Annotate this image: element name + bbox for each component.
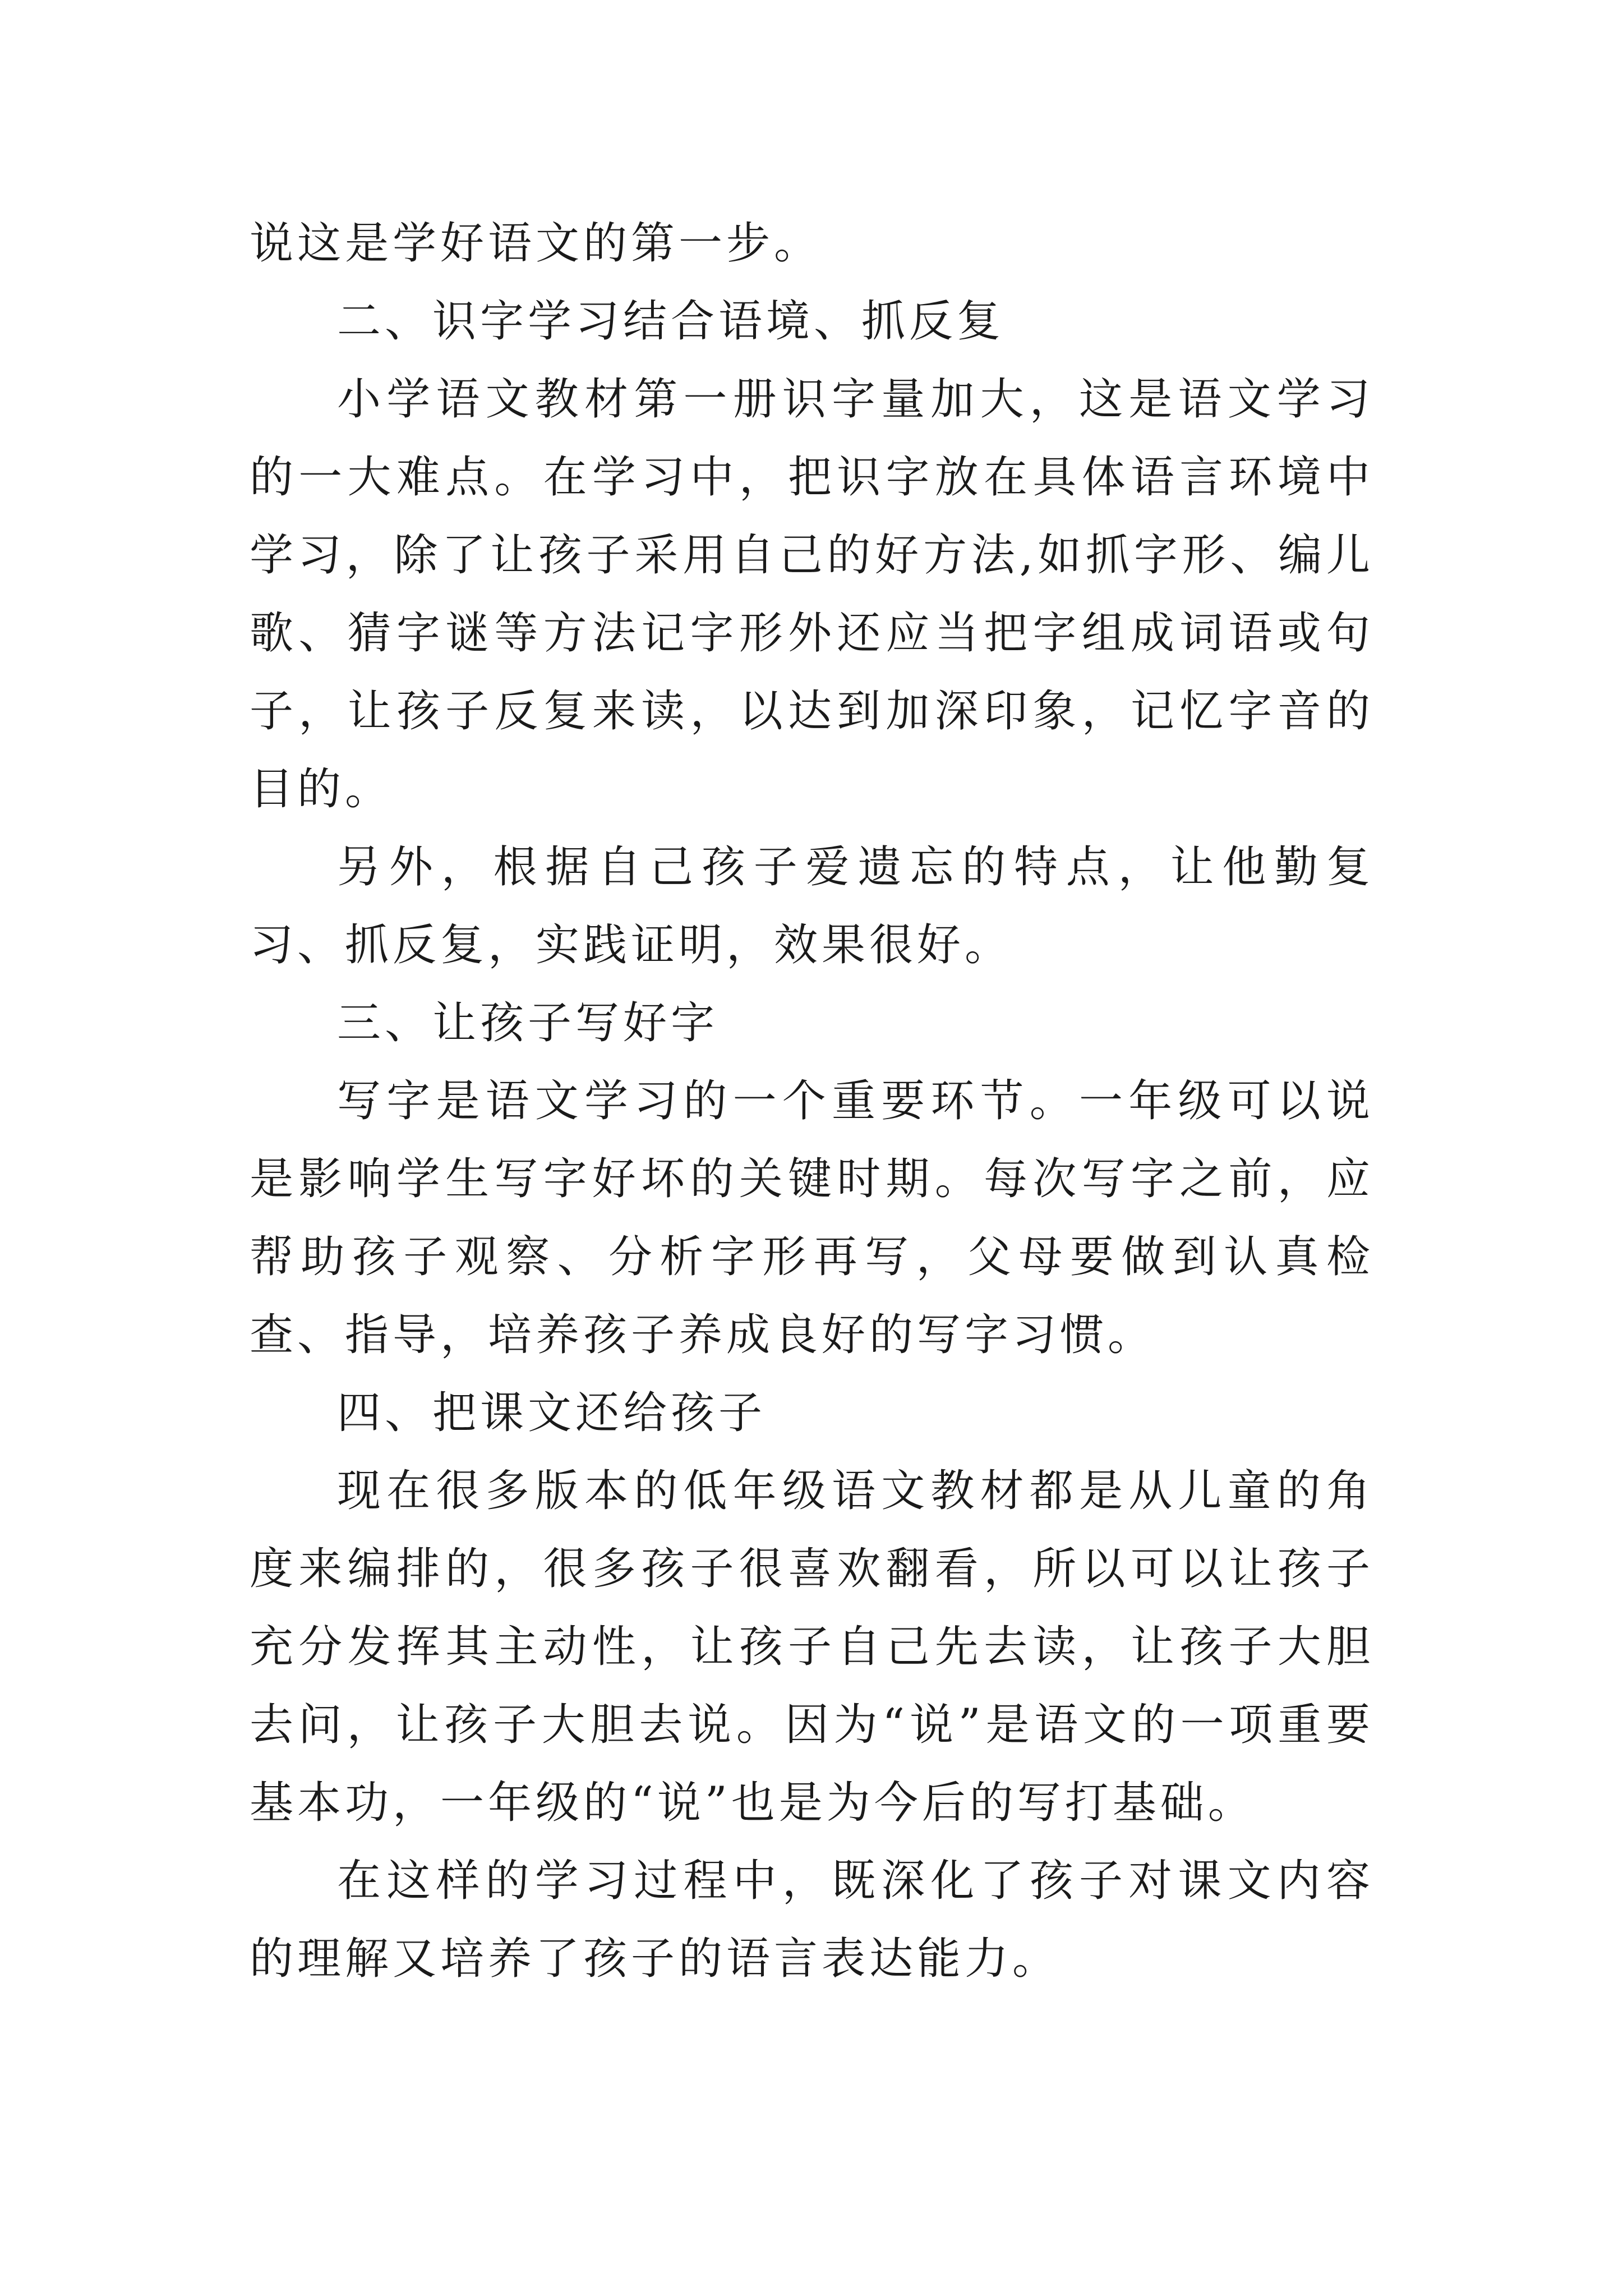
section-heading-3: 三、让孩子写好字	[337, 998, 719, 1048]
paragraph-conclusion: 在这样的学习过程中，既深化了孩子对课文内容的理解又培养了孩子的语言表达能力。	[250, 1856, 1374, 1984]
document-body	[250, 205, 1374, 1998]
paragraph-continuation: 说这是学好语文的第一步。	[250, 218, 822, 269]
paragraph-review: 另外，根据自己孩子爱遗忘的特点，让他勤复习、抓反复，实践证明，效果很好。	[250, 842, 1374, 970]
section-heading-2: 二、识字学习结合语境、抓反复	[337, 296, 1005, 347]
paragraph-writing: 写字是语文学习的一个重要环节。一年级可以说是影响学生写字好坏的关键时期。每次写字之前，应帮助孩子观察、分析字形再写，父母要做到认真检查、指导，培养孩子养成良好的写字习惯。	[250, 1076, 1374, 1360]
paragraph-textbook: 现在很多版本的低年级语文教材都是从儿童的角度来编排的，很多孩子很喜欢翻看，所以可以让孩子充分发挥其主动性，让孩子自己先去读，让孩子大胆去问，让孩子大胆去说。因为“说”是语文的一项重要基本功，一年级的“说”也是为今后的写打基础。	[250, 1466, 1374, 1828]
paragraph-literacy: 小学语文教材第一册识字量加大，这是语文学习的一大难点。在学习中，把识字放在具体语言环境中学习，除了让孩子采用自己的好方法,如抓字形、编儿歌、猜字谜等方法记字形外还应当把字组成词语或句子，让孩子反复来读，以达到加深印象，记忆字音的目的。	[250, 374, 1374, 815]
section-heading-4: 四、把课文还给孩子	[337, 1388, 767, 1438]
